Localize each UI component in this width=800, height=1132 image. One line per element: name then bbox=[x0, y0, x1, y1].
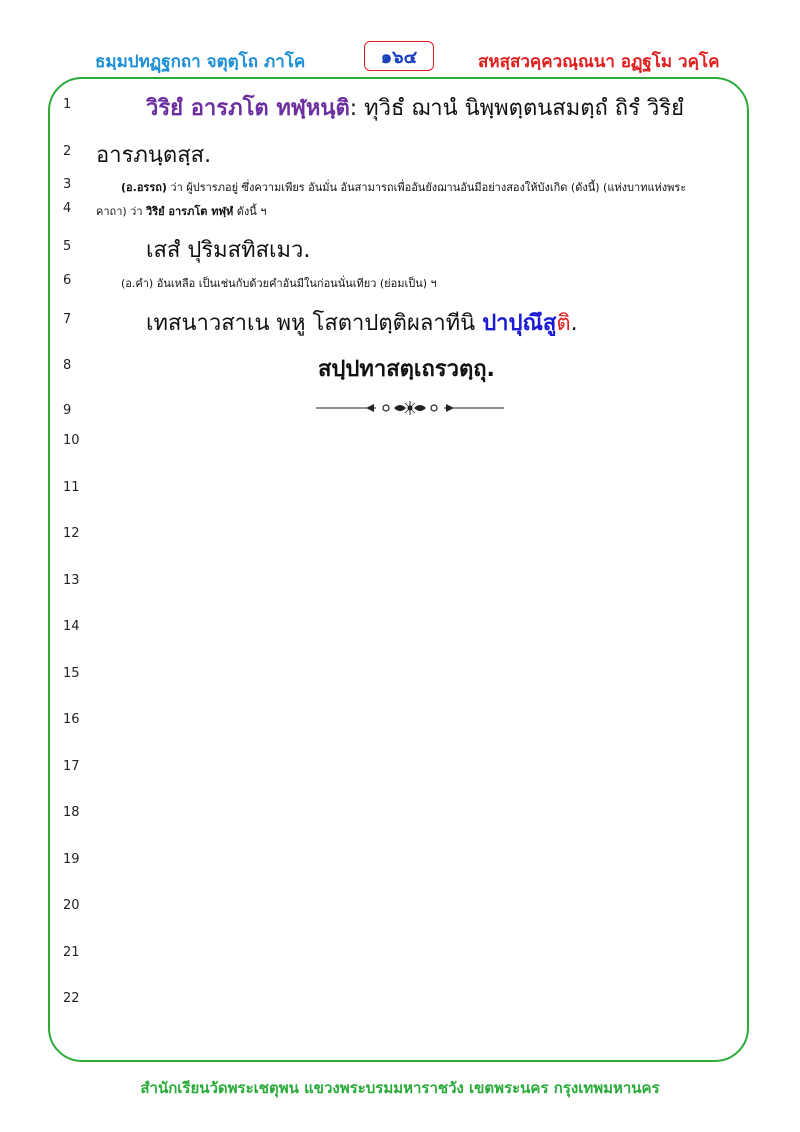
line-number: 15 bbox=[63, 666, 80, 681]
line-5: เสสํ ปุริมสทิสเมว. bbox=[146, 238, 311, 263]
page-frame bbox=[48, 77, 749, 1062]
header-right-title: สหสฺสวคฺควณฺณนา อฏฺฐโม วคฺโค bbox=[478, 52, 720, 72]
line-number: 13 bbox=[63, 573, 80, 588]
header-left-title: ธมฺมปทฏฺฐกถา จตุตฺโถ ภาโค bbox=[95, 52, 306, 72]
line-number: 19 bbox=[63, 852, 80, 867]
line-number: 6 bbox=[63, 273, 72, 288]
translation-text: ว่า ผู้ปรารภอยู่ ซึ่งความเพียร อันมั่น อันสามารถเพื่ออันยังฌานอันมีอย่างสองให้บังเกิด (ดังนี้) (แห่งบาทแห่งพระ bbox=[166, 181, 687, 194]
period: . bbox=[570, 311, 578, 336]
translation-text: คาถา) ว่า bbox=[96, 205, 147, 218]
story-title: สปฺปทาสตฺเถรวตฺถุ. bbox=[318, 357, 495, 382]
line-6: (อ.คำ) อันเหลือ เป็นเช่นกับด้วยคำอันมีในก่อนนั่นเทียว (ย่อมเป็น) ฯ bbox=[121, 277, 437, 290]
line-number: 12 bbox=[63, 526, 80, 541]
line-4 bbox=[96, 202, 266, 220]
line-number: 17 bbox=[63, 759, 80, 774]
pali-quote: วิริยํ อารภโต ทฬฺหํ bbox=[146, 205, 234, 218]
line-number: 3 bbox=[63, 177, 72, 192]
line-number: 16 bbox=[63, 712, 80, 727]
iti-particle: ติ bbox=[556, 311, 571, 336]
translation-prefix: (อ.อรรถ) bbox=[121, 181, 167, 194]
page-number: ๑๖๔ bbox=[380, 46, 418, 68]
line-number: 2 bbox=[63, 144, 72, 159]
line-number: 10 bbox=[63, 433, 80, 448]
line-7 bbox=[146, 305, 578, 340]
page-number-badge bbox=[364, 41, 434, 71]
line-number: 21 bbox=[63, 945, 80, 960]
ornament-divider bbox=[316, 400, 504, 416]
line-number: 18 bbox=[63, 805, 80, 820]
pali-term: วิริยํ อารภโต ทฬฺหนฺติ bbox=[146, 96, 350, 121]
translation-text: ดังนี้ ฯ bbox=[233, 205, 267, 218]
line-number: 11 bbox=[63, 480, 80, 495]
pali-text: : ทุวิธํ ฌานํ นิพฺพตฺตนสมตฺถํ ถิรํ วิริยํ bbox=[349, 96, 684, 121]
pali-text: เทสนาวสาเน พหู โสตาปตฺติผลาทีนิ bbox=[146, 311, 483, 336]
line-number: 20 bbox=[63, 898, 80, 913]
line-number: 7 bbox=[63, 312, 72, 327]
line-number: 8 bbox=[63, 358, 72, 373]
line-number: 9 bbox=[63, 403, 72, 418]
line-number: 14 bbox=[63, 619, 80, 634]
line-2: อารภนฺตสฺส. bbox=[96, 143, 212, 168]
line-number: 22 bbox=[63, 991, 80, 1006]
line-number: 4 bbox=[63, 201, 72, 216]
line-number: 5 bbox=[63, 239, 72, 254]
footer-institution: สำนักเรียนวัดพระเชตุพน แขวงพระบรมมหาราชวัง เขตพระนคร กรุงเทพมหานคร bbox=[140, 1079, 660, 1097]
line-1 bbox=[146, 90, 684, 125]
verb-highlight: ปาปุณึสู bbox=[482, 311, 557, 336]
line-3 bbox=[121, 178, 686, 196]
line-number: 1 bbox=[63, 97, 72, 112]
